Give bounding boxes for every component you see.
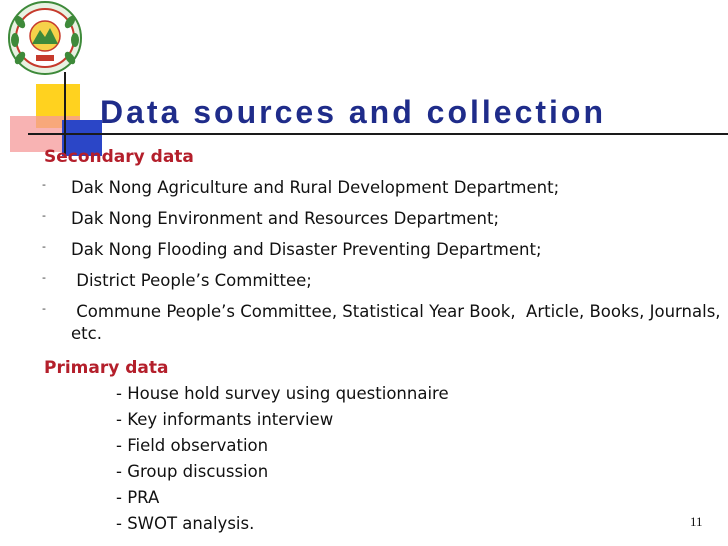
list-item: - Field observation	[116, 436, 269, 455]
list-item-text: Dak Nong Flooding and Disaster Preventing Department;	[71, 240, 542, 259]
slide-title: Data sources and collection	[100, 94, 607, 130]
list-item	[44, 270, 724, 292]
secondary-data-list	[44, 177, 724, 354]
secondary-data-heading: Secondary data	[44, 147, 194, 167]
bullet-dash: -	[42, 240, 46, 253]
list-item: - Group discussion	[116, 462, 269, 481]
list-item: - Key informants interview	[116, 410, 334, 429]
bullet-dash: -	[42, 271, 46, 284]
list-item	[44, 239, 724, 261]
list-item-text: Commune People’s Committee, Statistical Year Book, Article, Books, Journals, etc.	[71, 302, 726, 343]
list-item-text: Dak Nong Agriculture and Rural Development Department;	[71, 178, 560, 197]
primary-data-list	[116, 383, 449, 539]
list-item-text: Dak Nong Environment and Resources Department;	[71, 209, 500, 228]
list-item	[44, 301, 724, 345]
list-item	[44, 208, 724, 230]
primary-data-heading: Primary data	[44, 358, 169, 378]
list-item: - PRA	[116, 488, 160, 507]
bullet-dash: -	[42, 209, 46, 222]
university-logo	[6, 0, 84, 76]
page-number: 11	[690, 514, 703, 529]
list-item-text: District People’s Committee;	[71, 271, 312, 290]
list-item: - SWOT analysis.	[116, 514, 255, 533]
list-item	[44, 177, 724, 199]
bullet-dash: -	[42, 178, 46, 191]
bullet-dash: -	[42, 302, 46, 315]
list-item: - House hold survey using questionnaire	[116, 384, 449, 403]
decor-horizontal-line	[28, 133, 728, 135]
